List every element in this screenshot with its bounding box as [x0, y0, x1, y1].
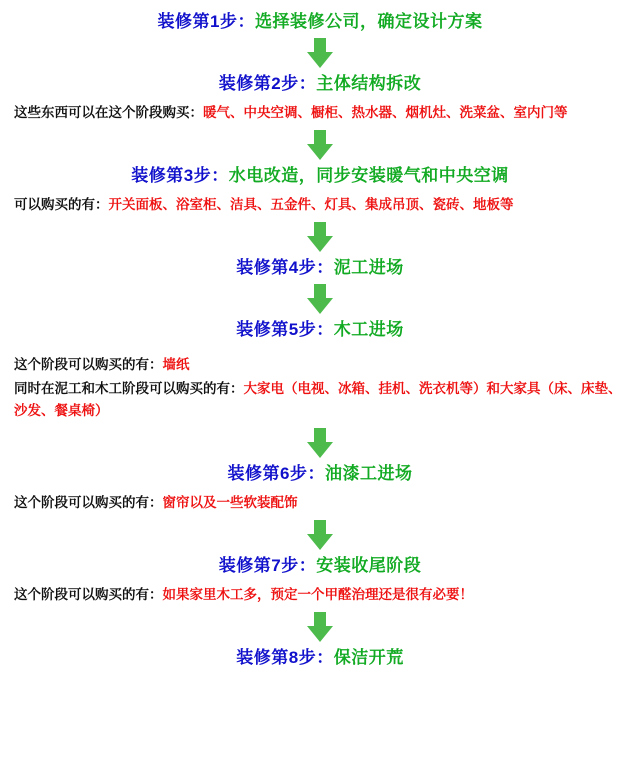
- step-title-body: 安装收尾阶段: [316, 556, 422, 575]
- arrow-7-to-8: [0, 608, 640, 646]
- step-title-body: 油漆工进场: [324, 464, 413, 483]
- step-title-7: [0, 554, 640, 578]
- step-5-note-1-items: 墙纸: [162, 357, 190, 372]
- step-7-note: [0, 584, 640, 606]
- down-arrow-icon: [307, 612, 333, 642]
- step-6-note-label: 这个阶段可以购买的有：: [14, 495, 163, 510]
- arrow-2-to-3: [0, 126, 640, 164]
- step-title-3: [0, 164, 640, 188]
- step-title-prefix: 装修第8步：: [236, 648, 334, 667]
- step-title-prefix: 装修第1步：: [157, 12, 255, 31]
- step-5-note-1-label: 这个阶段可以购买的有：: [14, 357, 163, 372]
- arrow-5-to-6: [0, 424, 640, 462]
- down-arrow-icon: [307, 222, 333, 252]
- step-7-note-items: 如果家里木工多，预定一个甲醛治理还是很有必要！: [162, 587, 473, 602]
- step-title-prefix: 装修第2步：: [218, 74, 317, 93]
- arrow-4-to-5: [0, 280, 640, 318]
- step-3-note: [0, 194, 640, 216]
- step-3-note-items: 开关面板、浴室柜、洁具、五金件、灯具、集成吊顶、瓷砖、地板等: [108, 197, 514, 212]
- step-title-body: 主体结构拆改: [316, 74, 422, 93]
- arrow-1-to-2: [0, 34, 640, 72]
- step-6-note-items: 窗帘以及一些软装配饰: [162, 495, 298, 510]
- step-title-prefix: 装修第4步：: [236, 258, 334, 277]
- step-5-note-2-items: 大家电（电视、冰箱、挂机、洗衣机等）和大家具（床、床垫、沙发、餐桌椅）: [14, 381, 622, 418]
- step-title-4: [0, 256, 640, 280]
- step-2-note-items: 暖气、中央空调、橱柜、热水器、烟机灶、洗菜盆、室内门等: [203, 105, 568, 120]
- down-arrow-icon: [307, 130, 333, 160]
- step-6-note: [0, 492, 640, 514]
- step-7-note-label: 这个阶段可以购买的有：: [14, 587, 163, 602]
- step-title-body: 保洁开荒: [333, 648, 404, 667]
- step-title-prefix: 装修第6步：: [227, 464, 325, 483]
- step-3-note-label: 可以购买的有：: [14, 197, 109, 212]
- down-arrow-icon: [307, 520, 333, 550]
- down-arrow-icon: [307, 428, 333, 458]
- step-title-body: 木工进场: [333, 320, 404, 339]
- arrow-3-to-4: [0, 218, 640, 256]
- step-2-note-label: 这些东西可以在这个阶段购买：: [14, 105, 203, 120]
- step-title-8: [0, 646, 640, 670]
- down-arrow-icon: [307, 38, 333, 68]
- down-arrow-icon: [307, 284, 333, 314]
- step-2-note: [0, 102, 640, 124]
- step-title-body: 泥工进场: [333, 258, 404, 277]
- step-title-prefix: 装修第7步：: [218, 556, 317, 575]
- step-title-prefix: 装修第3步：: [131, 166, 229, 185]
- step-5-note-2: [0, 378, 640, 422]
- step-title-2: [0, 72, 640, 96]
- step-title-body: 选择装修公司，确定设计方案: [254, 12, 483, 31]
- step-title-1: [0, 10, 640, 34]
- step-title-6: [0, 462, 640, 486]
- step-5-note-2-label: 同时在泥工和木工阶段可以购买的有：: [14, 381, 244, 396]
- step-title-prefix: 装修第5步：: [236, 320, 334, 339]
- step-title-body: 水电改造，同步安装暖气和中央空调: [228, 166, 509, 185]
- step-5-note-1: [0, 354, 640, 376]
- step-title-5: [0, 318, 640, 342]
- arrow-6-to-7: [0, 516, 640, 554]
